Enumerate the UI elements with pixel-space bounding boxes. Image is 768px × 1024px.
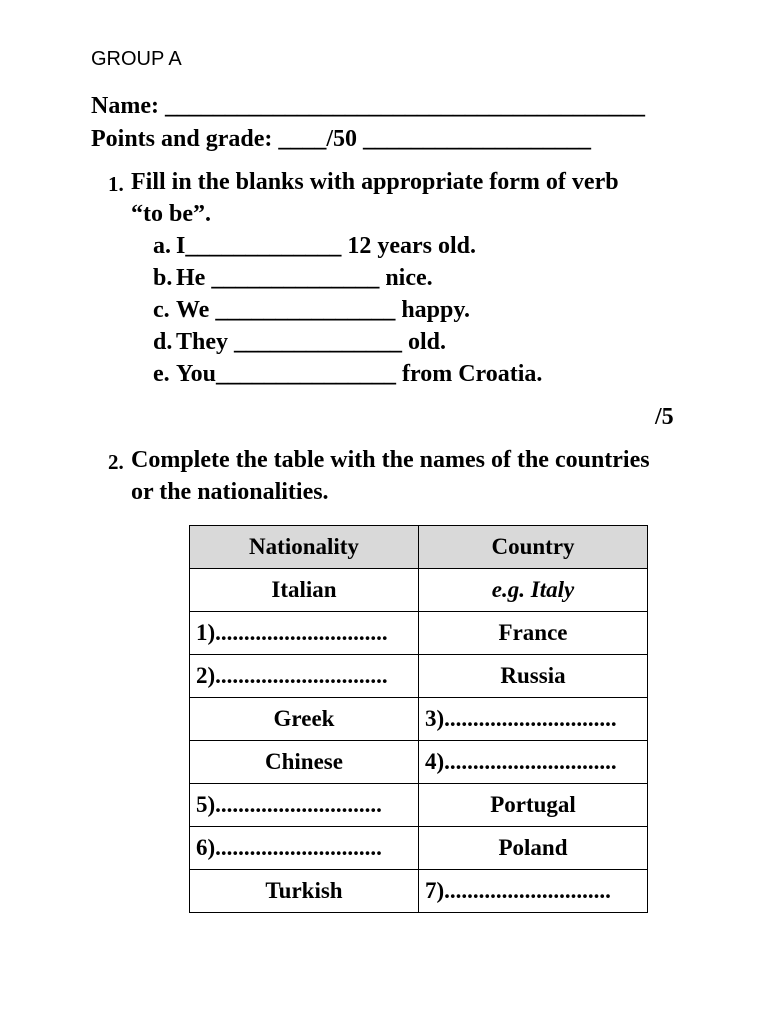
task1-item-e: You_______________ from Croatia. <box>176 361 543 387</box>
nationality-table <box>189 525 648 913</box>
cell-country: Portugal <box>419 784 648 827</box>
table-row <box>190 569 648 612</box>
table-header-row <box>190 526 648 569</box>
table-row <box>190 698 648 741</box>
points-grade-line: Points and grade: ____/50 ___________________ <box>91 126 592 152</box>
cell-nationality-blank: 6)............................. <box>190 827 419 870</box>
cell-country-blank: 7)............................. <box>419 870 648 913</box>
table-row <box>190 827 648 870</box>
header-country: Country <box>419 526 648 569</box>
cell-country: Russia <box>419 655 648 698</box>
task1-score: /5 <box>655 404 674 430</box>
table-row <box>190 784 648 827</box>
task1-instruction-line1: Fill in the blanks with appropriate form of verb <box>131 169 619 195</box>
task1-item-c: We _______________ happy. <box>176 297 471 323</box>
task2-number: 2. <box>108 450 124 474</box>
cell-nationality: Chinese <box>190 741 419 784</box>
task1-item-b: He ______________ nice. <box>176 265 433 291</box>
cell-nationality-blank: 2).............................. <box>190 655 419 698</box>
table-row <box>190 741 648 784</box>
cell-country: Poland <box>419 827 648 870</box>
cell-nationality: Greek <box>190 698 419 741</box>
task1-item-b-letter: b. <box>153 265 173 291</box>
task1-item-a-letter: a. <box>153 233 171 259</box>
task1-number: 1. <box>108 172 124 196</box>
cell-nationality-blank: 5)............................. <box>190 784 419 827</box>
task1-item-d-letter: d. <box>153 329 173 355</box>
header-nationality: Nationality <box>190 526 419 569</box>
task1-item-a: I_____________ 12 years old. <box>176 233 476 259</box>
table-row <box>190 870 648 913</box>
cell-country: France <box>419 612 648 655</box>
task1-item-e-letter: e. <box>153 361 170 387</box>
cell-country-blank: 3).............................. <box>419 698 648 741</box>
cell-country-example: e.g. Italy <box>419 569 648 612</box>
task1-instruction-line2: “to be”. <box>131 201 211 227</box>
name-line: Name: ________________________________________ <box>91 93 645 119</box>
cell-nationality-blank: 1).............................. <box>190 612 419 655</box>
task2-instruction-line2: or the nationalities. <box>131 479 329 505</box>
table-row <box>190 612 648 655</box>
task1-item-d: They ______________ old. <box>176 329 447 355</box>
table-row <box>190 655 648 698</box>
cell-nationality: Turkish <box>190 870 419 913</box>
cell-country-blank: 4).............................. <box>419 741 648 784</box>
task2-instruction-line1: Complete the table with the names of the countries <box>131 447 650 473</box>
task1-item-c-letter: c. <box>153 297 170 323</box>
group-label: GROUP A <box>91 48 182 70</box>
cell-nationality: Italian <box>190 569 419 612</box>
